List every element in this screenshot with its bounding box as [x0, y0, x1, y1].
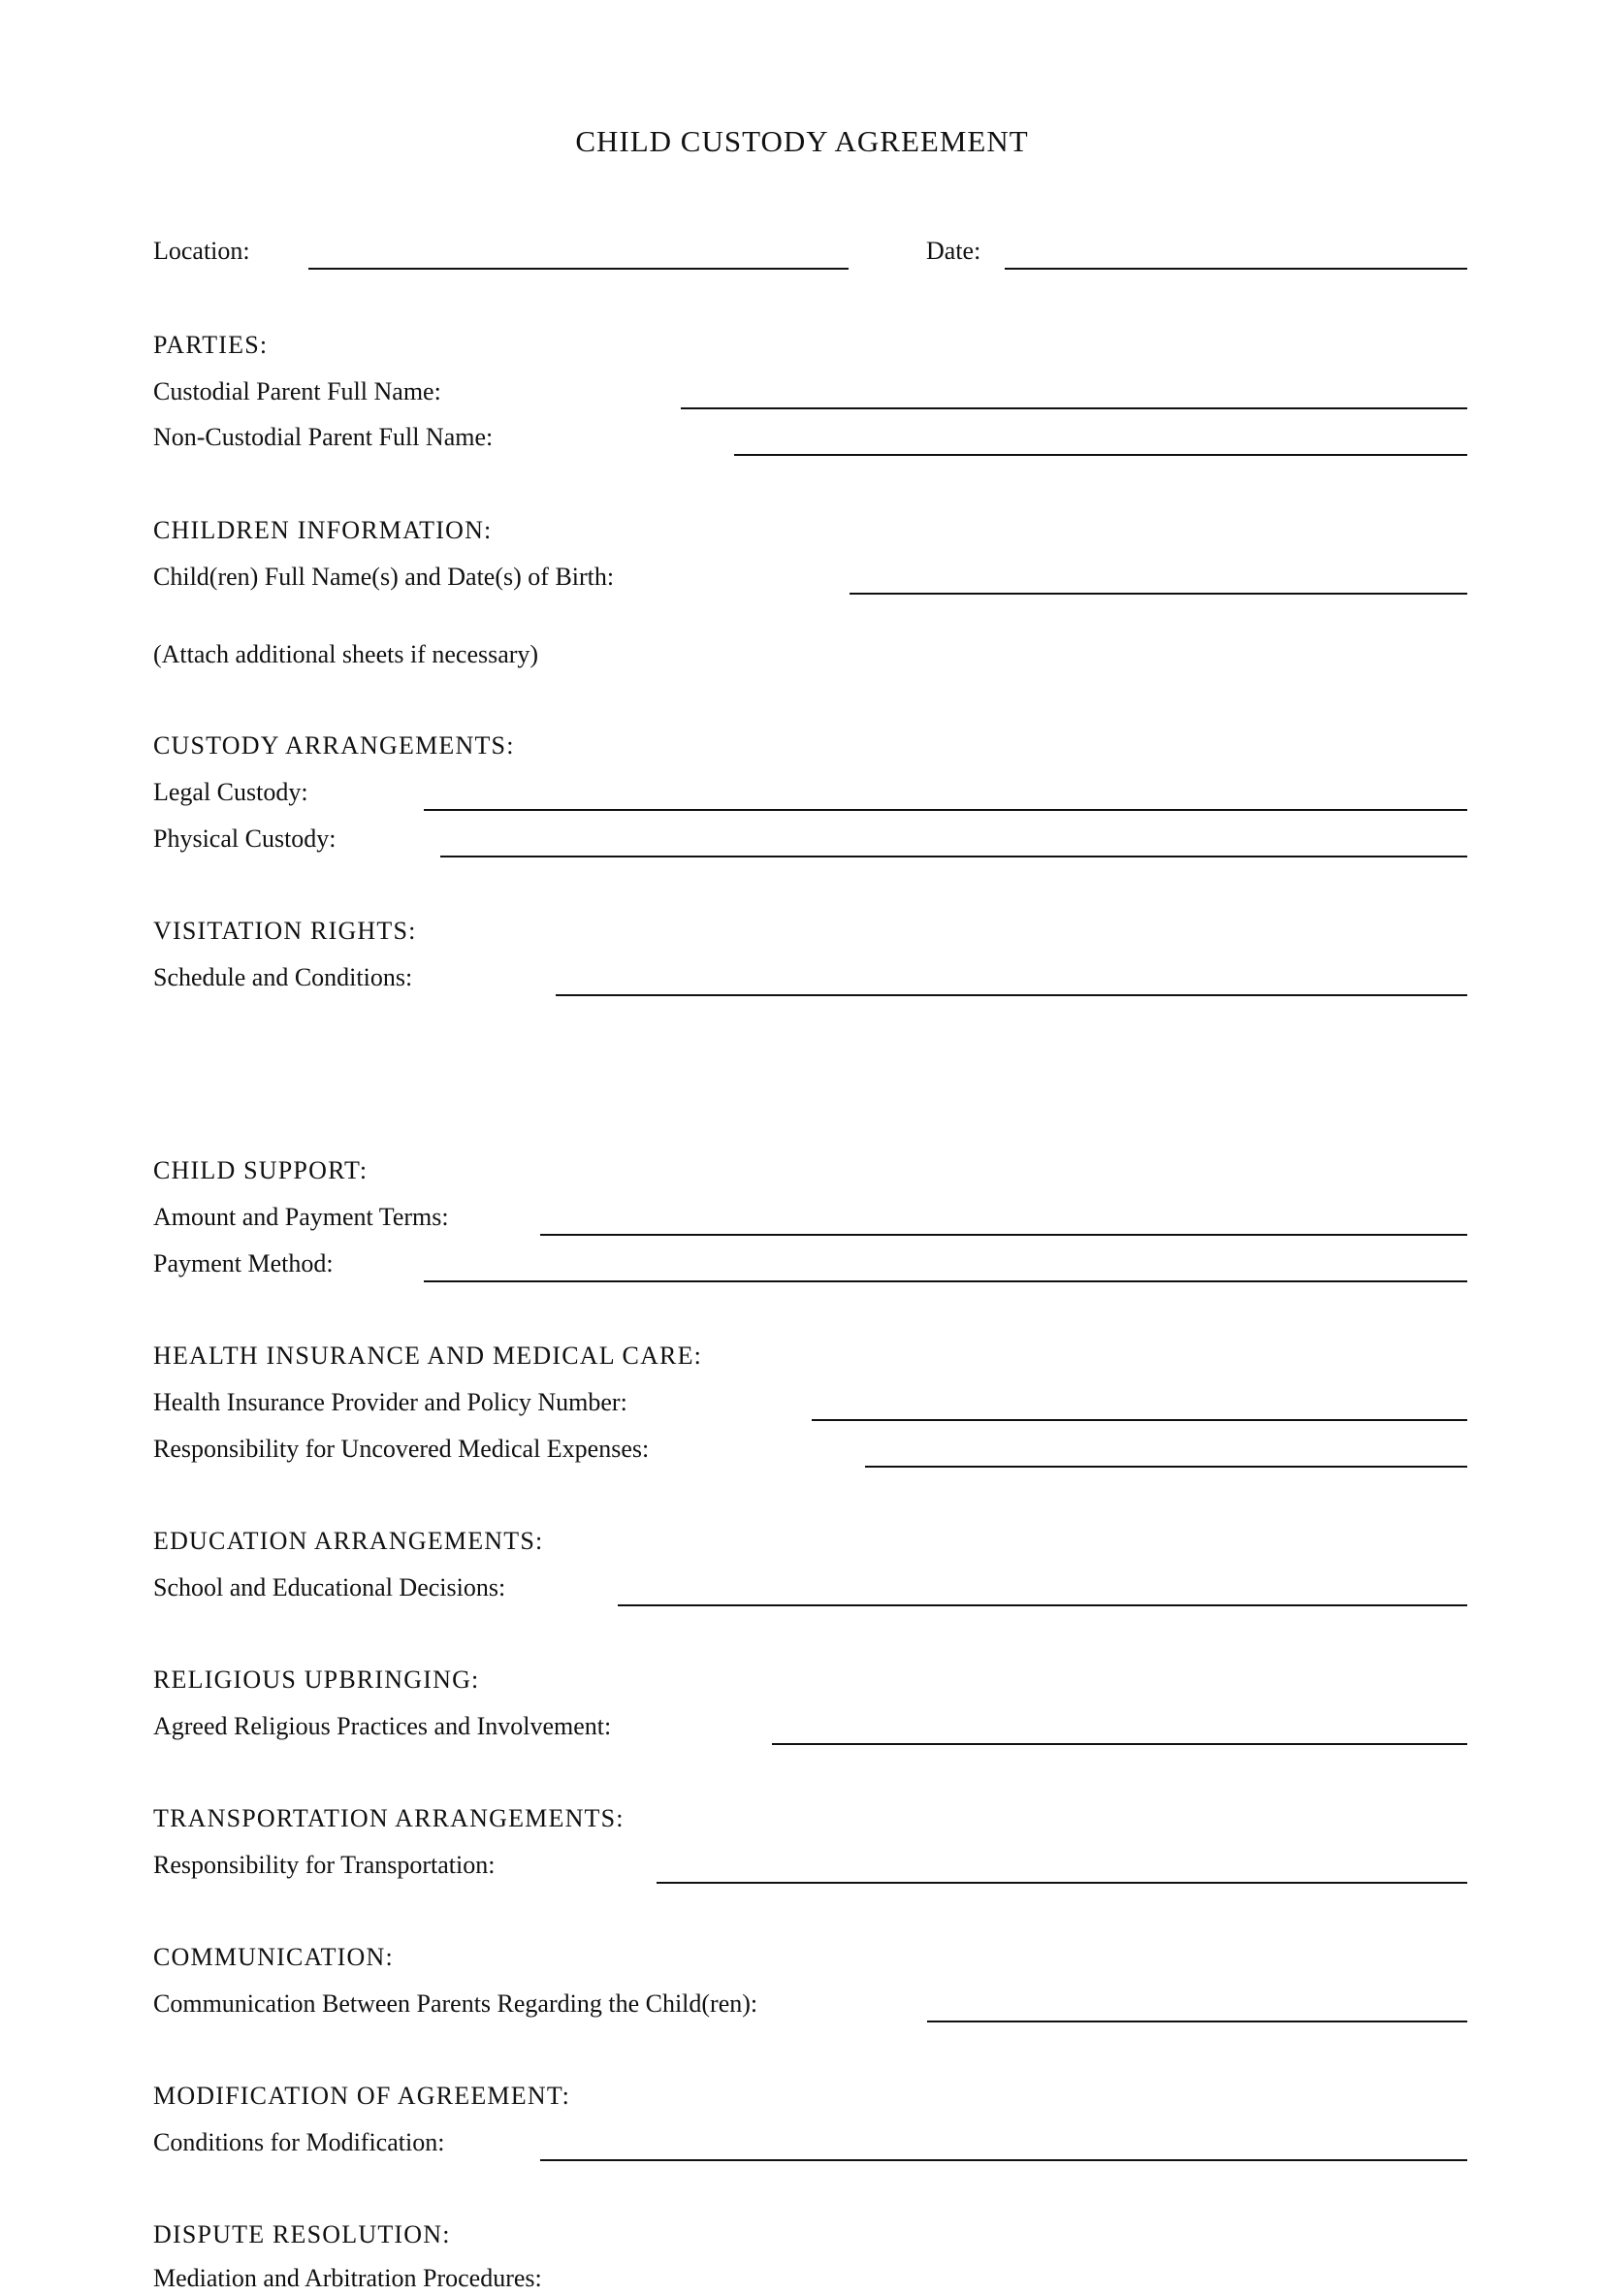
- education-heading: EDUCATION ARRANGEMENTS:: [153, 1527, 544, 1555]
- communication-field[interactable]: [927, 2021, 1467, 2022]
- payment-method-label: Payment Method:: [153, 1249, 334, 1277]
- insurance-provider-field[interactable]: [812, 1419, 1467, 1421]
- physical-custody-field[interactable]: [440, 856, 1467, 857]
- noncustodial-parent-label: Non-Custodial Parent Full Name:: [153, 423, 494, 451]
- modification-conditions-label: Conditions for Modification:: [153, 2128, 445, 2156]
- legal-custody-label: Legal Custody:: [153, 778, 308, 806]
- religious-heading: RELIGIOUS UPBRINGING:: [153, 1665, 480, 1694]
- parties-heading: PARTIES:: [153, 331, 269, 359]
- religious-practices-field[interactable]: [772, 1743, 1467, 1745]
- location-label: Location:: [153, 237, 250, 265]
- communication-heading: COMMUNICATION:: [153, 1943, 394, 1971]
- health-heading: HEALTH INSURANCE AND MEDICAL CARE:: [153, 1342, 703, 1370]
- custodial-parent-field[interactable]: [681, 407, 1467, 409]
- children-names-field[interactable]: [850, 593, 1467, 595]
- attach-sheets-note: (Attach additional sheets if necessary): [153, 640, 539, 668]
- visitation-heading: VISITATION RIGHTS:: [153, 917, 417, 945]
- uncovered-expenses-field[interactable]: [865, 1466, 1467, 1468]
- physical-custody-label: Physical Custody:: [153, 825, 337, 853]
- payment-method-field[interactable]: [424, 1280, 1467, 1282]
- education-decisions-label: School and Educational Decisions:: [153, 1573, 506, 1601]
- transportation-label: Responsibility for Transportation:: [153, 1851, 496, 1879]
- date-field[interactable]: [1005, 268, 1467, 270]
- communication-label: Communication Between Parents Regarding the Child(ren):: [153, 1989, 758, 2018]
- payment-terms-field[interactable]: [540, 1234, 1467, 1236]
- schedule-label: Schedule and Conditions:: [153, 963, 413, 991]
- insurance-provider-label: Health Insurance Provider and Policy Number:: [153, 1388, 627, 1416]
- payment-terms-label: Amount and Payment Terms:: [153, 1203, 449, 1231]
- transportation-field[interactable]: [657, 1882, 1467, 1884]
- children-heading: CHILDREN INFORMATION:: [153, 516, 493, 544]
- modification-conditions-field[interactable]: [540, 2159, 1467, 2161]
- location-field[interactable]: [308, 268, 849, 270]
- religious-practices-label: Agreed Religious Practices and Involvement:: [153, 1712, 612, 1740]
- date-label: Date:: [926, 237, 981, 265]
- child-support-heading: CHILD SUPPORT:: [153, 1156, 369, 1184]
- schedule-field[interactable]: [556, 994, 1467, 996]
- education-decisions-field[interactable]: [618, 1604, 1467, 1606]
- document-title: CHILD CUSTODY AGREEMENT: [575, 124, 1029, 158]
- noncustodial-parent-field[interactable]: [734, 454, 1467, 456]
- children-names-label: Child(ren) Full Name(s) and Date(s) of Birth:: [153, 563, 615, 591]
- dispute-heading: DISPUTE RESOLUTION:: [153, 2220, 451, 2248]
- mediation-label: Mediation and Arbitration Procedures:: [153, 2264, 542, 2292]
- modification-heading: MODIFICATION OF AGREEMENT:: [153, 2082, 571, 2110]
- uncovered-expenses-label: Responsibility for Uncovered Medical Expenses:: [153, 1435, 650, 1463]
- custody-heading: CUSTODY ARRANGEMENTS:: [153, 731, 515, 760]
- custodial-parent-label: Custodial Parent Full Name:: [153, 377, 441, 405]
- legal-custody-field[interactable]: [424, 809, 1467, 811]
- transportation-heading: TRANSPORTATION ARRANGEMENTS:: [153, 1804, 625, 1832]
